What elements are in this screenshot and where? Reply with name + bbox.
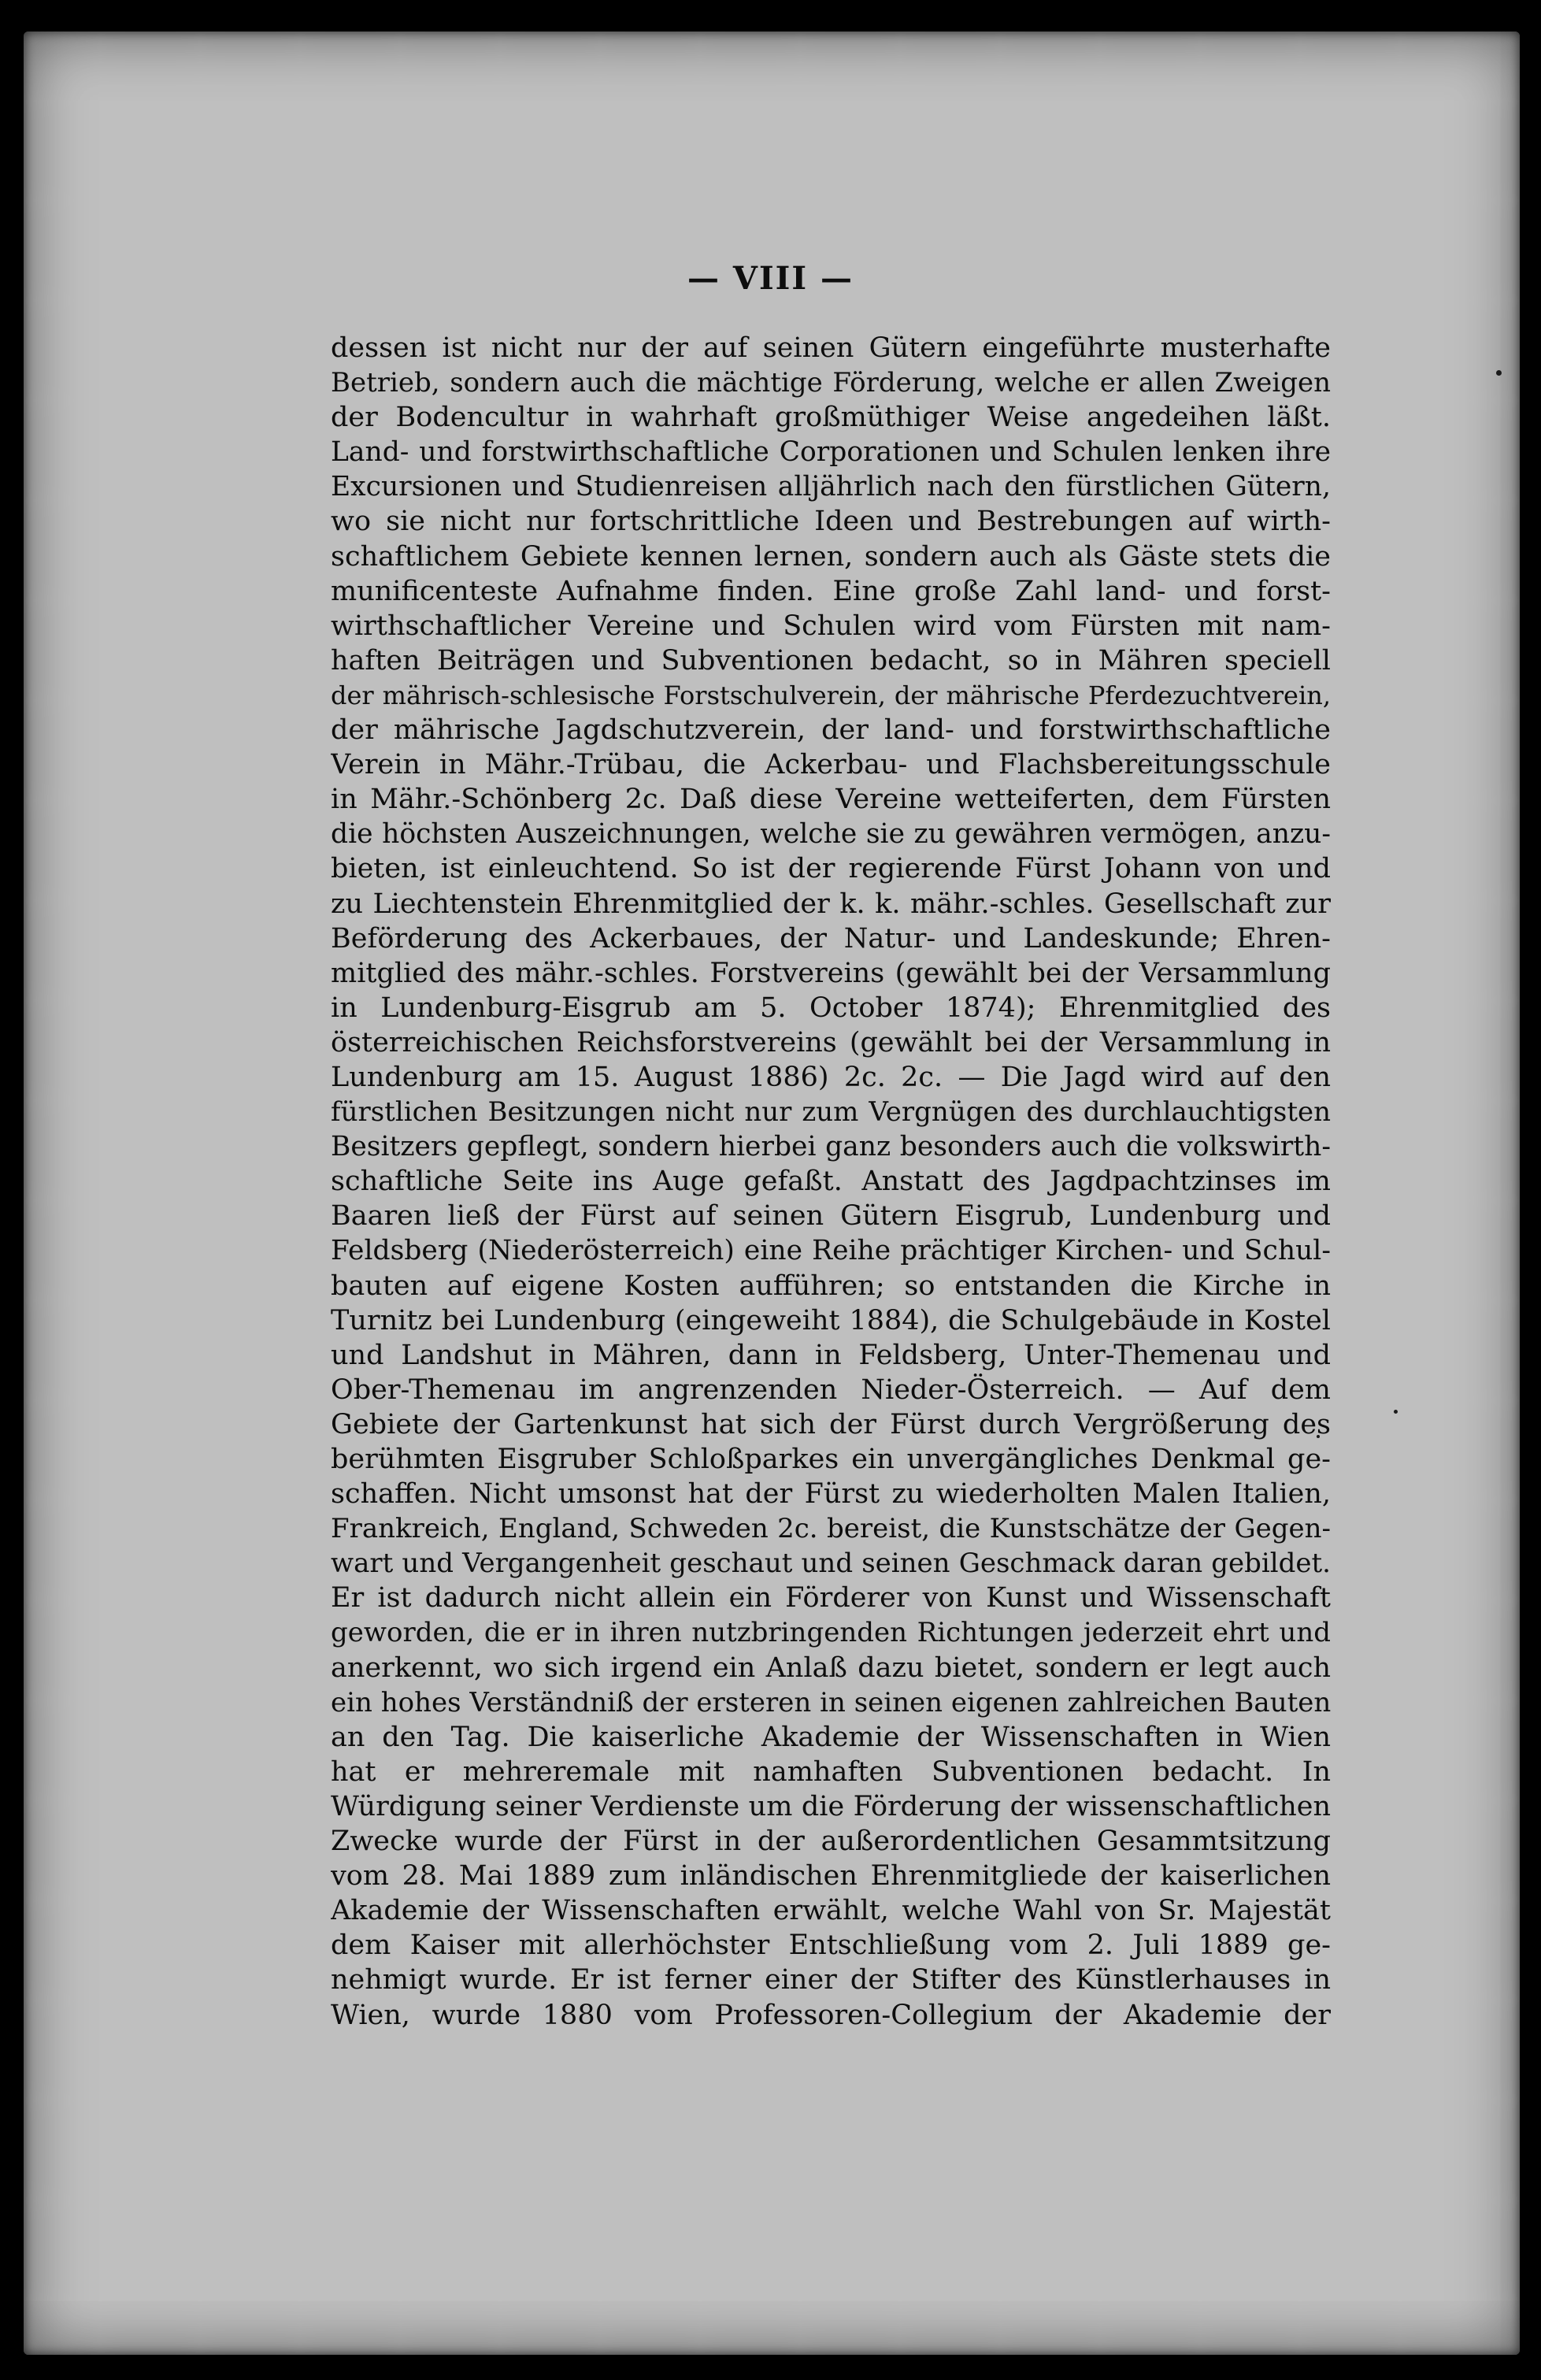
text-line: die höchsten Auszeichnungen, welche sie zu gewähren vermögen, anzu- bbox=[331, 818, 1331, 851]
text-line: wirthschaftlicher Vereine und Schulen wird vom Fürsten mit nam- bbox=[331, 610, 1331, 642]
text-line: schaftliche Seite ins Auge gefaßt. Anstatt des Jagdpachtzinses im bbox=[331, 1166, 1331, 1198]
text-line: Akademie der Wissenschaften erwählt, welche Wahl von Sr. Majestät bbox=[331, 1895, 1331, 1927]
text-line: bieten, ist einleuchtend. So ist der regierende Fürst Johann von und bbox=[331, 853, 1331, 885]
text-line: berühmten Eisgruber Schloßparkes ein unvergängliches Denkmal ge- bbox=[331, 1444, 1331, 1475]
text-line: in Lundenburg-Eisgrub am 5. October 1874); Ehrenmitglied des bbox=[331, 992, 1331, 1024]
text-line: österreichischen Reichsforstvereins (gewählt bei der Versammlung in bbox=[331, 1026, 1331, 1058]
text-line: Ober-Themenau im angrenzenden Nieder-Österreich. — Auf dem bbox=[331, 1374, 1331, 1406]
text-line: Beförderung des Ackerbaues, der Natur- und Landeskunde; Ehren- bbox=[331, 922, 1331, 955]
text-line: in Mähr.-Schönberg 2c. Daß diese Vereine wetteiferten, dem Fürsten bbox=[331, 784, 1331, 816]
text-line: haften Beiträgen und Subventionen bedacht, so in Mähren speciell bbox=[331, 644, 1331, 677]
text-line: Zwecke wurde der Fürst in der außerordentlichen Gesammtsitzung bbox=[331, 1826, 1331, 1858]
text-line: Er ist dadurch nicht allein ein Förderer von Kunst und Wissenschaft bbox=[331, 1582, 1331, 1614]
ink-speck bbox=[1394, 1410, 1398, 1414]
text-line: nehmigt wurde. Er ist ferner einer der Stifter des Künstlerhauses in bbox=[331, 1964, 1331, 1996]
text-line: munificenteste Aufnahme finden. Eine große Zahl land- und forst- bbox=[331, 575, 1331, 607]
text-line: Land- und forstwirthschaftliche Corporationen und Schulen lenken ihre bbox=[331, 436, 1331, 469]
text-line: Würdigung seiner Verdienste um die Förderung der wissenschaftlichen bbox=[331, 1790, 1331, 1822]
text-line: wart und Vergangenheit geschaut und seinen Geschmack daran gebildet. bbox=[331, 1548, 1331, 1580]
text-line: vom 28. Mai 1889 zum inländischen Ehrenmitgliede der kaiserlichen bbox=[331, 1860, 1331, 1893]
text-line: bauten auf eigene Kosten aufführen; so entstanden die Kirche in bbox=[331, 1270, 1331, 1302]
text-line: schaftlichem Gebiete kennen lernen, sondern auch als Gäste stets die bbox=[331, 540, 1331, 573]
text-line: und Landshut in Mähren, dann in Feldsberg, Unter-Themenau und bbox=[331, 1339, 1331, 1371]
ink-speck bbox=[1496, 370, 1502, 376]
text-line: der mährisch-schlesische Forstschulverein, der mährische Pferdezuchtverein, bbox=[331, 680, 1331, 710]
text-line: Lundenburg am 15. August 1886) 2c. 2c. — Die Jagd wird auf den bbox=[331, 1061, 1331, 1093]
text-line: Feldsberg (Niederösterreich) eine Reihe prächtiger Kirchen- und Schul- bbox=[331, 1235, 1331, 1267]
text-line: Verein in Mähr.-Trübau, die Ackerbau- und Flachsbereitungsschule bbox=[331, 749, 1331, 781]
text-line: anerkennt, wo sich irgend ein Anlaß dazu bietet, sondern er legt auch bbox=[331, 1652, 1331, 1684]
text-line: Turnitz bei Lundenburg (eingeweiht 1884), die Schulgebäude in Kostel bbox=[331, 1304, 1331, 1336]
text-line: dessen ist nicht nur der auf seinen Gütern eingeführte musterhafte bbox=[331, 332, 1331, 364]
text-line: Baaren ließ der Fürst auf seinen Gütern Eisgrub, Lundenburg und bbox=[331, 1200, 1331, 1233]
text-line: der mährische Jagdschutzverein, der land- und forstwirthschaftliche bbox=[331, 714, 1331, 747]
text-line: zu Liechtenstein Ehrenmitglied der k. k. mähr.-schles. Gesellschaft zur bbox=[331, 888, 1331, 920]
text-line: mitglied des mähr.-schles. Forstvereins (gewählt bei der Versammlung bbox=[331, 957, 1331, 989]
text-line: an den Tag. Die kaiserliche Akademie der Wissenschaften in Wien bbox=[331, 1721, 1331, 1753]
text-line: ein hohes Verständniß der ersteren in seinen eigenen zahlreichen Bauten bbox=[331, 1686, 1331, 1718]
text-line: fürstlichen Besitzungen nicht nur zum Vergnügen des durchlauchtigsten bbox=[331, 1096, 1331, 1129]
text-line: Betrieb, sondern auch die mächtige Förderung, welche er allen Zweigen bbox=[331, 367, 1331, 399]
text-line: dem Kaiser mit allerhöchster Entschließung vom 2. Juli 1889 ge- bbox=[331, 1930, 1331, 1962]
text-line: Besitzers gepflegt, sondern hierbei ganz besonders auch die volkswirth- bbox=[331, 1131, 1331, 1163]
text-line: schaffen. Nicht umsonst hat der Fürst zu wiederholten Malen Italien, bbox=[331, 1478, 1331, 1511]
text-line: der Bodencultur in wahrhaft großmüthiger Weise angedeihen läßt. bbox=[331, 402, 1331, 434]
text-line: hat er mehreremale mit namhaften Subventionen bedacht. In bbox=[331, 1755, 1331, 1788]
text-line: Excursionen und Studienreisen alljährlich nach den fürstlichen Gütern, bbox=[331, 471, 1331, 503]
text-line: Wien, wurde 1880 vom Professoren-Collegium der Akademie der bbox=[331, 1999, 1331, 2031]
text-line: wo sie nicht nur fortschrittliche Ideen und Bestrebungen auf wirth- bbox=[331, 506, 1331, 538]
text-line: geworden, die er in ihren nutzbringenden Richtungen jederzeit ehrt und bbox=[331, 1617, 1331, 1649]
text-line: Frankreich, England, Schweden 2c. bereist, die Kunstschätze der Gegen- bbox=[331, 1513, 1331, 1545]
page-number: — VIII — bbox=[687, 260, 854, 297]
body-text bbox=[331, 331, 1331, 2033]
text-line: Gebiete der Gartenkunst hat sich der Fürst durch Vergrößerung des bbox=[331, 1408, 1331, 1440]
